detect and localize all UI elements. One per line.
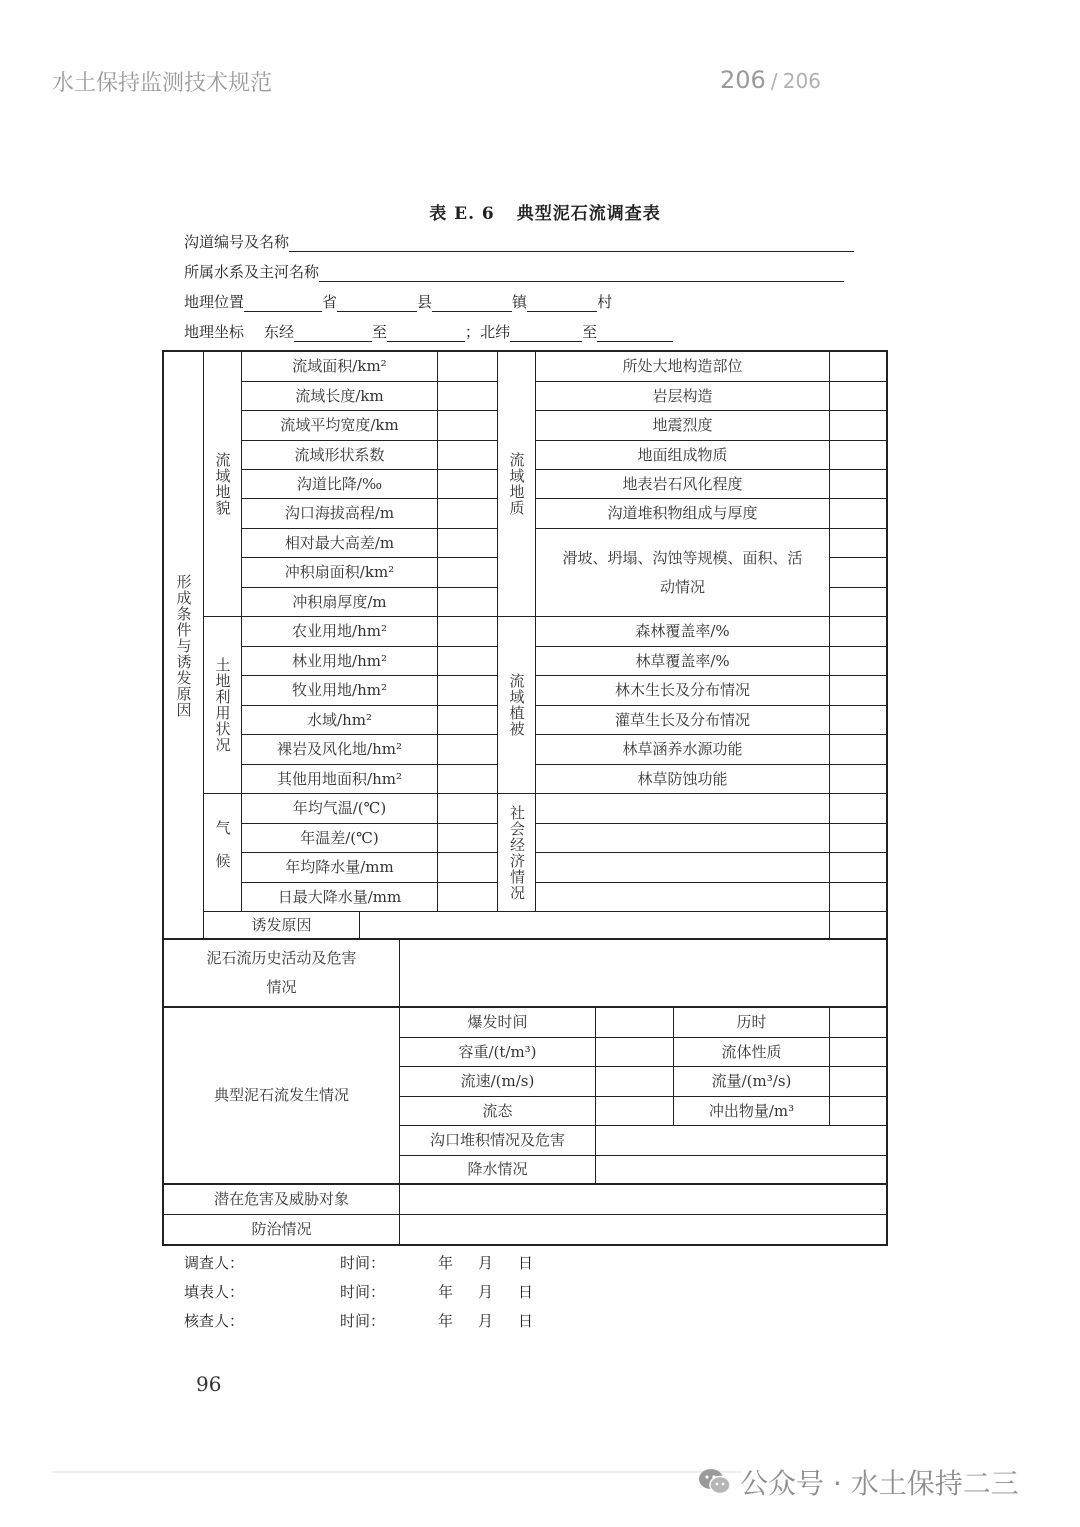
signature-year: 年 [438, 1312, 454, 1330]
table-name: 典型泥石流调查表 [516, 204, 661, 224]
row-label: 所处大地构造部位 [536, 352, 830, 382]
signature-day: 日 [518, 1283, 534, 1301]
row-label: 沟口海拔高程/m [242, 499, 438, 529]
value-cell [438, 588, 498, 617]
control-value [400, 1215, 886, 1244]
row-label: 相对最大高差/m [242, 529, 438, 558]
table-number: 表 E. 6 [429, 204, 495, 224]
blank-cell [536, 883, 830, 912]
river-field [184, 262, 844, 282]
value-cell [830, 883, 886, 912]
row-label: 农业用地/hm² [242, 617, 438, 647]
row-label: 地震烈度 [536, 411, 830, 441]
location-field [184, 292, 612, 312]
occ-right-label: 流量/(m³/s) [674, 1067, 830, 1097]
signature-month: 月 [478, 1283, 494, 1301]
row-label: 林木生长及分布情况 [536, 676, 830, 706]
value-cell [438, 617, 498, 647]
value-cell [438, 411, 498, 441]
survey-table [162, 350, 888, 1246]
location-blank [244, 293, 322, 312]
row-label: 流域面积/km² [242, 352, 438, 382]
row-label: 日最大降水量/mm [242, 883, 438, 912]
value-cell [438, 647, 498, 676]
value-cell [830, 706, 886, 735]
value-cell [438, 676, 498, 706]
occ-right-label: 历时 [674, 1008, 830, 1038]
row-label: 沟道堆积物组成与厚度 [536, 499, 830, 529]
location-blank [337, 293, 417, 312]
row-label: 流域长度/km [242, 382, 438, 411]
coords-east: 东经 [264, 323, 295, 341]
value-cell [830, 558, 886, 588]
location-blank [527, 293, 597, 312]
signature-month: 月 [478, 1254, 494, 1272]
page-total: 206 [782, 69, 821, 93]
occ-left-label: 容重/(t/m³) [400, 1038, 596, 1067]
value-cell [830, 411, 886, 441]
history-label: 泥石流历史活动及危害情况 [164, 940, 400, 1008]
row-label: 年温差/(℃) [242, 824, 438, 853]
page-number: 96 [196, 1372, 222, 1396]
value-cell [830, 1008, 886, 1038]
value-cell [830, 1067, 886, 1097]
page-separator: / [770, 69, 778, 93]
value-cell [830, 676, 886, 706]
occ-deposit-value [596, 1126, 886, 1156]
value-cell [596, 1008, 674, 1038]
blank-cell [536, 794, 830, 824]
signature-year: 年 [438, 1283, 454, 1301]
value-cell [830, 1097, 886, 1126]
table-title [0, 199, 1080, 224]
value-cell [830, 529, 886, 558]
page-current: 206 [720, 66, 766, 94]
signature-time: 时间： [340, 1254, 386, 1272]
signature-time: 时间： [340, 1312, 386, 1330]
group-landform: 流域地貌 [204, 352, 242, 617]
value-cell [438, 382, 498, 411]
value-cell [830, 824, 886, 853]
row-label: 牧业用地/hm² [242, 676, 438, 706]
location-cun: 村 [597, 293, 613, 311]
value-cell [830, 853, 886, 883]
footer-divider [52, 1471, 742, 1473]
coords-blank [597, 323, 673, 342]
location-blank [432, 293, 512, 312]
coords-blank [387, 323, 465, 342]
gully-blank [289, 233, 854, 252]
group-geology: 流域地质 [498, 352, 536, 617]
row-label: 水域/hm² [242, 706, 438, 735]
location-sheng: 省 [322, 293, 338, 311]
river-label: 所属水系及主河名称 [184, 263, 320, 281]
coords-to2: 至 [582, 323, 598, 341]
occ-rain-value [596, 1156, 886, 1185]
row-label: 年均气温/(℃) [242, 794, 438, 824]
row-label: 岩层构造 [536, 382, 830, 411]
coords-blank [510, 323, 582, 342]
value-cell [438, 765, 498, 794]
value-cell [830, 647, 886, 676]
value-cell [830, 499, 886, 529]
value-cell [438, 794, 498, 824]
row-label: 森林覆盖率/% [536, 617, 830, 647]
signature-time: 时间： [340, 1283, 386, 1301]
value-cell [438, 853, 498, 883]
outer-label: 形成条件与诱发原因 [164, 352, 204, 940]
blank-cell [536, 824, 830, 853]
location-xian: 县 [417, 293, 433, 311]
blank-cell [536, 853, 830, 883]
row-label: 地表岩石风化程度 [536, 470, 830, 499]
signature-month: 月 [478, 1312, 494, 1330]
value-cell [438, 558, 498, 588]
row-label: 流域形状系数 [242, 441, 438, 470]
control-label: 防治情况 [164, 1215, 400, 1244]
value-cell [438, 824, 498, 853]
value-cell [830, 441, 886, 470]
value-cell [438, 735, 498, 765]
value-cell [438, 883, 498, 912]
watermark [698, 1462, 1019, 1502]
coords-blank [294, 323, 372, 342]
group-vegetation: 流域植被 [498, 617, 536, 794]
occ-left-label: 爆发时间 [400, 1008, 596, 1038]
hazard-value [400, 1185, 886, 1215]
row-label: 裸岩及风化地/hm² [242, 735, 438, 765]
value-cell [830, 382, 886, 411]
value-cell [438, 706, 498, 735]
row-label: 地面组成物质 [536, 441, 830, 470]
row-label: 林草涵养水源功能 [536, 735, 830, 765]
occ-rain-label: 降水情况 [400, 1156, 596, 1185]
signature-year: 年 [438, 1254, 454, 1272]
value-cell [830, 352, 886, 382]
row-label: 冲积扇面积/km² [242, 558, 438, 588]
row-label: 林业用地/hm² [242, 647, 438, 676]
occ-left-label: 流态 [400, 1097, 596, 1126]
value-cell [830, 470, 886, 499]
coords-sep: ； [465, 323, 481, 341]
value-cell [596, 1097, 674, 1126]
value-cell [438, 441, 498, 470]
occ-deposit-label: 沟口堆积情况及危害 [400, 1126, 596, 1156]
group-climate: 气候 [204, 794, 242, 912]
value-cell [438, 470, 498, 499]
occ-right-label: 流体性质 [674, 1038, 830, 1067]
row-label: 灌草生长及分布情况 [536, 706, 830, 735]
group-socioeconomic: 社会经济情况 [498, 794, 536, 912]
river-blank [319, 263, 844, 282]
value-cell [830, 794, 886, 824]
value-cell [830, 1038, 886, 1067]
value-cell [438, 499, 498, 529]
value-cell [596, 1038, 674, 1067]
coords-to1: 至 [372, 323, 388, 341]
signature-role: 调查人： [184, 1254, 245, 1272]
gully-label: 沟道编号及名称 [184, 233, 290, 251]
value-cell [830, 617, 886, 647]
value-cell [830, 735, 886, 765]
occ-right-label: 冲出物量/m³ [674, 1097, 830, 1126]
trigger-value [360, 912, 830, 940]
row-label: 其他用地面积/hm² [242, 765, 438, 794]
location-zhen: 镇 [512, 293, 528, 311]
value-cell [438, 352, 498, 382]
group-landuse: 土地利用状况 [204, 617, 242, 794]
trigger-label: 诱发原因 [204, 912, 360, 940]
occurrence-label: 典型泥石流发生情况 [164, 1008, 400, 1185]
row-label: 冲积扇厚度/m [242, 588, 438, 617]
outer-bottom [164, 912, 204, 940]
value-cell [830, 765, 886, 794]
row-label: 年均降水量/mm [242, 853, 438, 883]
gully-field [184, 232, 854, 252]
row-label: 流域平均宽度/km [242, 411, 438, 441]
value-cell [438, 529, 498, 558]
signature-day: 日 [518, 1254, 534, 1272]
coords-field [184, 322, 673, 342]
row-label-multi: 滑坡、坍塌、沟蚀等规模、面积、活动情况 [536, 529, 830, 617]
page-indicator [720, 66, 821, 94]
wechat-icon [698, 1467, 732, 1497]
signature-role: 填表人： [184, 1283, 245, 1301]
coords-label: 地理坐标 [184, 323, 245, 341]
coords-north: 北纬 [480, 323, 511, 341]
location-label: 地理位置 [184, 293, 245, 311]
history-value [400, 940, 886, 1008]
row-label: 林草防蚀功能 [536, 765, 830, 794]
signature-day: 日 [518, 1312, 534, 1330]
value-cell [830, 912, 886, 940]
hazard-label: 潜在危害及威胁对象 [164, 1185, 400, 1215]
signature-role: 核查人： [184, 1312, 245, 1330]
row-label: 沟道比降/‰ [242, 470, 438, 499]
row-label: 林草覆盖率/% [536, 647, 830, 676]
watermark-text: 公众号 · 水土保持二三 [740, 1467, 1019, 1500]
value-cell [596, 1067, 674, 1097]
document-title: 水土保持监测技术规范 [52, 71, 273, 96]
value-cell [830, 588, 886, 617]
occ-left-label: 流速/(m/s) [400, 1067, 596, 1097]
